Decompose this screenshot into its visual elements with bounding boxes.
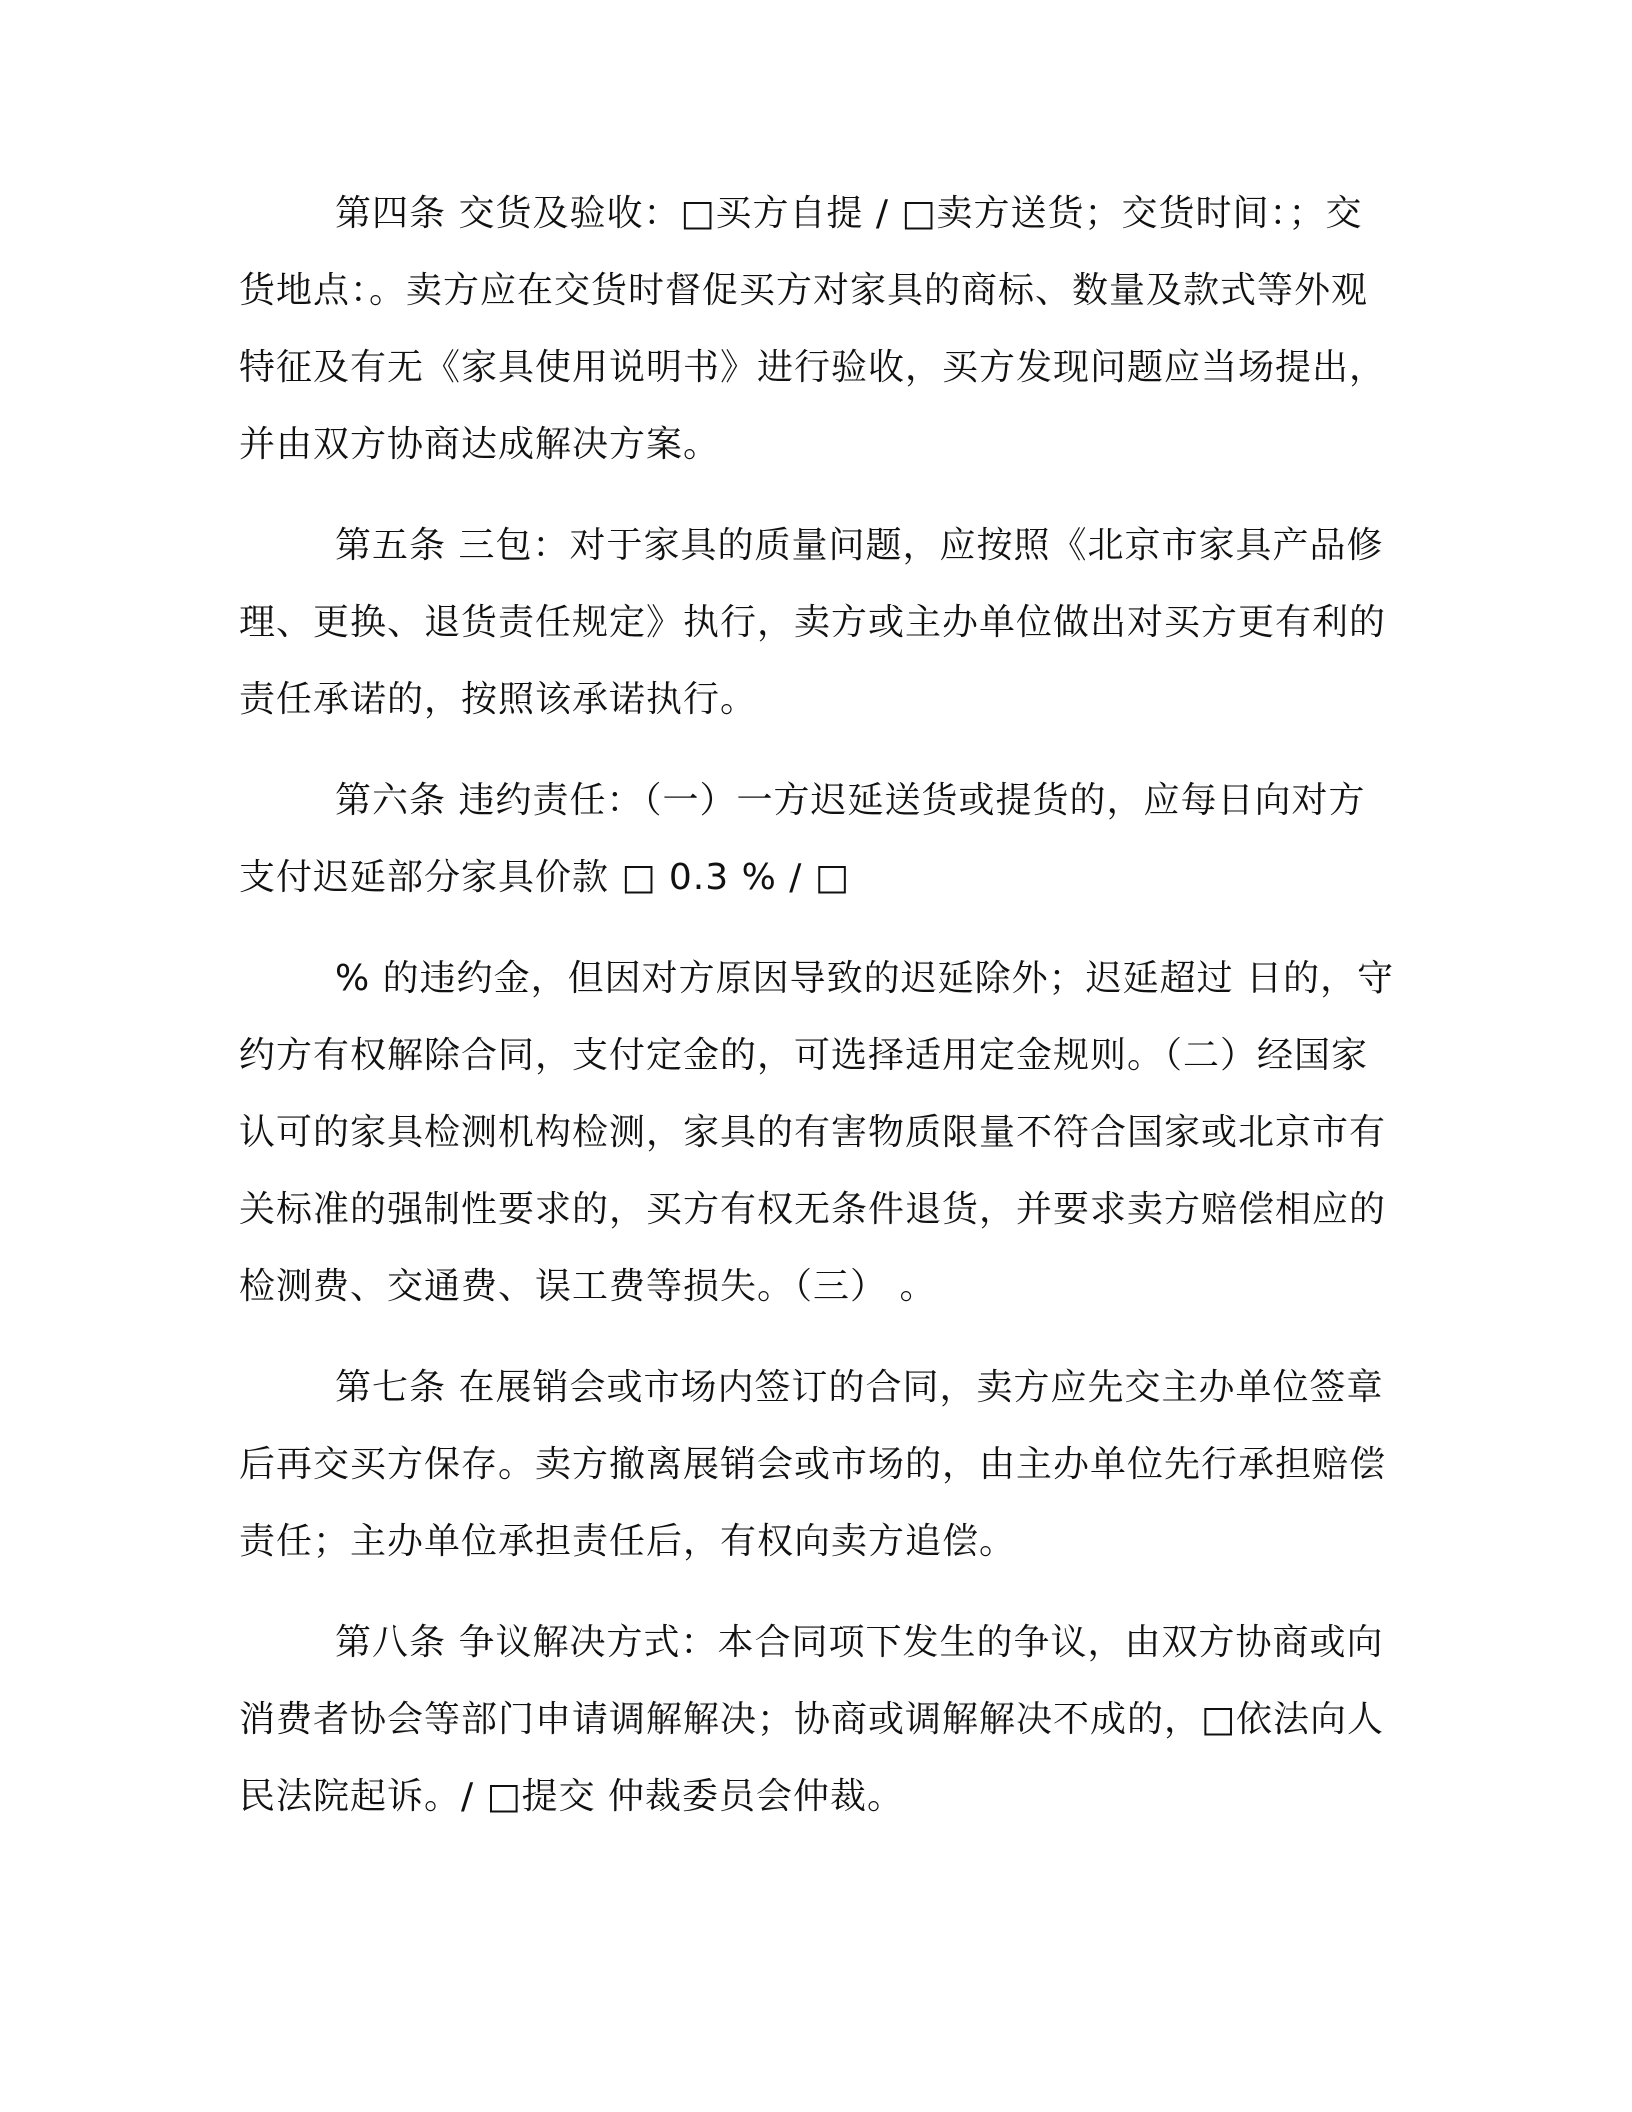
- article-4-paragraph: 第四条 交货及验收：□买方自提 / □卖方送货；交货时间：；交货地点：。卖方应在交货时督促买方对家具的商标、数量及款式等外观特征及有无《家具使用说明书》进行验收，买方发现问题应当场提出，并由双方协商达成解决方案。: [239, 193, 1387, 465]
- article-7-paragraph: 第七条 在展销会或市场内签订的合同，卖方应先交主办单位签章后再交买方保存。卖方撤离展销会或市场的，由主办单位先行承担赔偿责任；主办单位承担责任后，有权向卖方追偿。: [239, 1367, 1387, 1562]
- article-8-paragraph: 第八条 争议解决方式：本合同项下发生的争议，由双方协商或向消费者协会等部门申请调解解决；协商或调解解决不成的，□依法向人民法院起诉。/ □提交 仲裁委员会仲裁。: [239, 1622, 1385, 1817]
- document-page: [239, 175, 1399, 1835]
- article-5-paragraph: 第五条 三包：对于家具的质量问题，应按照《北京市家具产品修理、更换、退货责任规定》执行，卖方或主办单位做出对买方更有利的责任承诺的，按照该承诺执行。: [239, 525, 1387, 720]
- article-6-paragraph: 第六条 违约责任：（一）一方迟延送货或提货的，应每日向对方支付迟延部分家具价款 □ 0.3 % / □: [239, 780, 1366, 898]
- article-6-continued-paragraph: % 的违约金，但因对方原因导致的迟延除外；迟延超过 日的，守约方有权解除合同，支付定金的，可选择适用定金规则。（二）经国家认可的家具检测机构检测，家具的有害物质限量不符合国家或北京市有关标准的强制性要求的，买方有权无条件退货，并要求卖方赔偿相应的检测费、交通费、误工费等损失。（三） 。: [239, 958, 1395, 1307]
